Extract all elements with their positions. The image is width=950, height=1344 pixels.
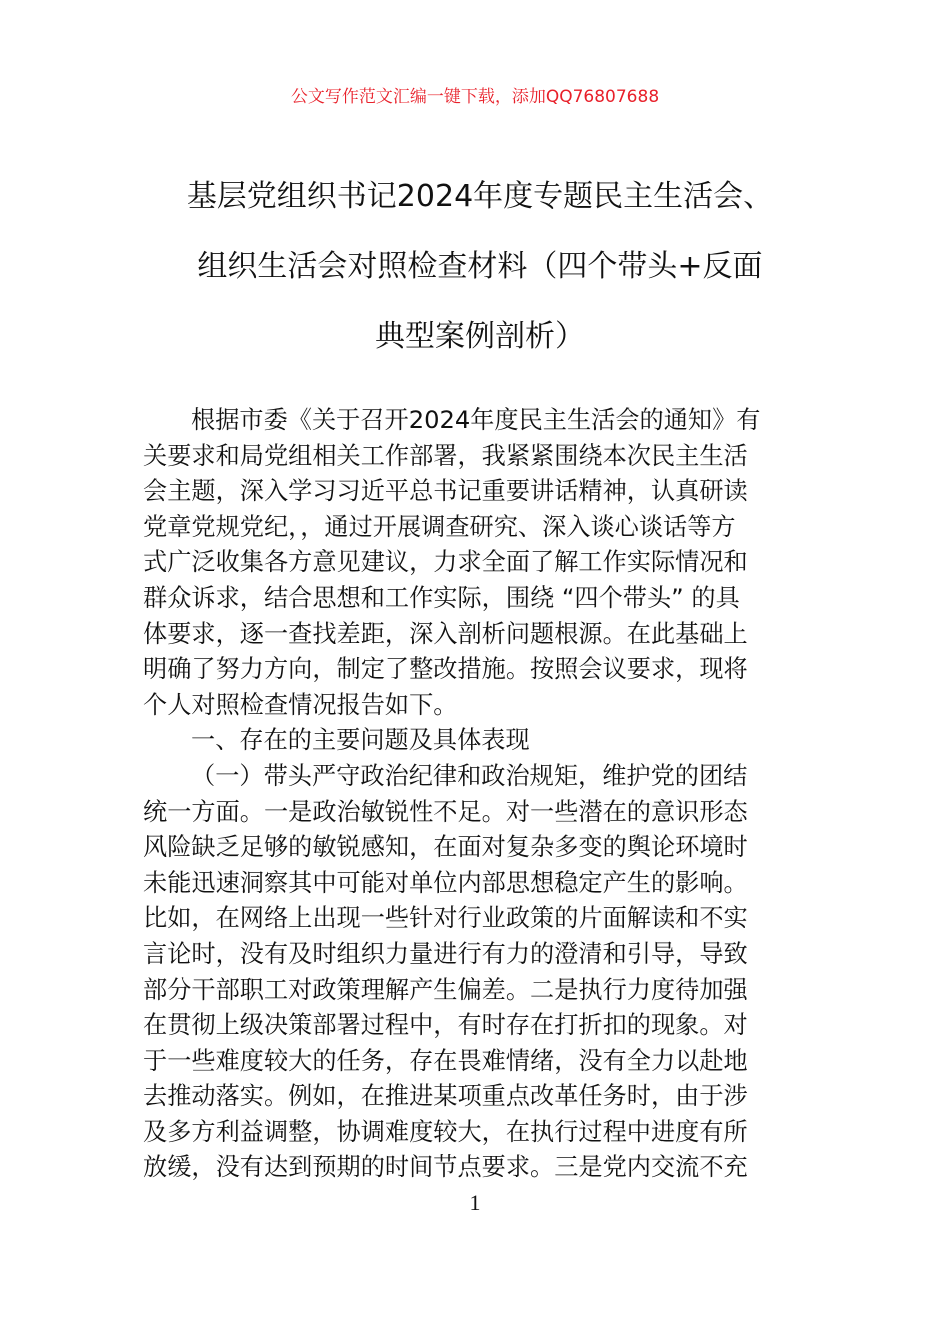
body-line: 会主题，深入学习习近平总书记重要讲话精神，认真研读 [143,477,748,506]
body-line: 未能迅速洞察其中可能对单位内部思想稳定产生的影响。 [143,868,748,897]
body-line: 去推动落实。例如，在推进某项重点改革任务时，由于涉 [143,1082,748,1111]
body-line: 党章党规党纪，，通过开展调查研究、深入谈心谈话等方 [143,512,736,541]
body-line: 风险缺乏足够的敏锐感知，在面对复杂多变的舆论环境时 [143,833,748,862]
body-line: 比如，在网络上出现一些针对行业政策的片面解读和不实 [143,904,748,933]
paragraph-first-line: （一）带头严守政治纪律和政治规矩，维护党的团结 [191,761,748,790]
body-line: 放缓，没有达到预期的时间节点要求。三是党内交流不充 [143,1153,748,1182]
body-line: 部分干部职工对政策理解产生偏差。二是执行力度待加强 [143,975,748,1004]
body-line: 明确了努力方向，制定了整改措施。按照会议要求，现将 [143,655,748,684]
title-line: 基层党组织书记2024年度专题民主生活会、 [186,179,774,214]
download-promo-note: 公文写作范文汇编一键下载，添加QQ76807688 [290,87,660,107]
body-line: 统一方面。一是政治敏锐性不足。对一些潜在的意识形态 [143,797,748,826]
page-number: 1 [469,1190,481,1215]
title-line: 组织生活会对照检查材料（四个带头+反面 [197,249,763,284]
body-line: 及多方利益调整，协调难度较大，在执行过程中进度有所 [143,1117,748,1146]
document-title [140,162,820,372]
body-line: 在贯彻上级决策部署过程中，有时存在打折扣的现象。对 [143,1011,748,1040]
body-line: 体要求，逐一查找差距，深入剖析问题根源。在此基础上 [143,619,748,648]
body-line: 群众诉求，结合思想和工作实际，围绕 “四个带头” 的具 [143,583,740,612]
title-line: 典型案例剖析） [375,319,585,354]
body-line: 式广泛收集各方意见建议，力求全面了解工作实际情况和 [143,548,748,577]
body-line: 言论时，没有及时组织力量进行有力的澄清和引导，导致 [143,939,748,968]
document-body [143,403,810,1186]
paragraph-first-line: 一、存在的主要问题及具体表现 [191,726,530,755]
paragraph-first-line: 根据市委《关于召开2024年度民主生活会的通知》有 [191,406,761,434]
body-line: 个人对照检查情况报告如下。 [143,690,458,719]
body-line: 关要求和局党组相关工作部署，我紧紧围绕本次民主生活 [143,441,748,470]
body-line: 于一些难度较大的任务，存在畏难情绪，没有全力以赴地 [143,1046,748,1075]
